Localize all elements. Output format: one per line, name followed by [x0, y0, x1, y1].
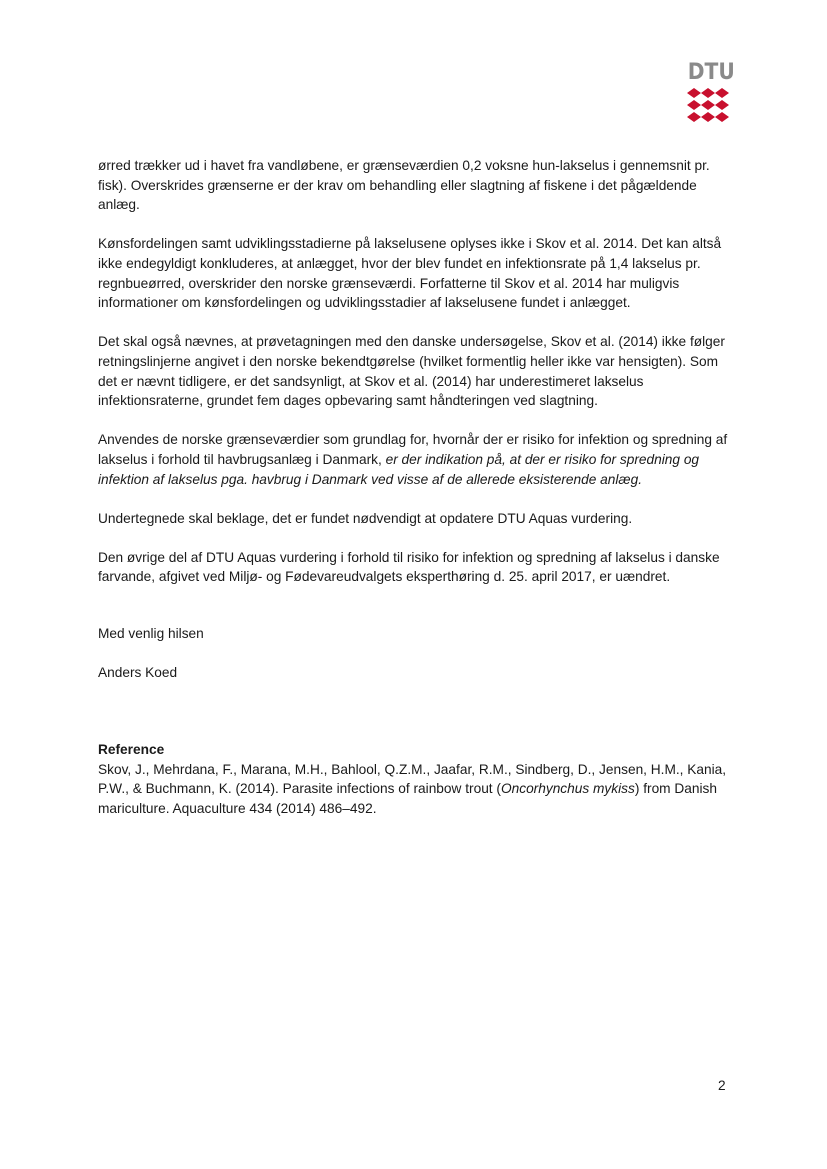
- paragraph-2: Kønsfordelingen samt udviklingsstadierne på lakselusene oplyses ikke i Skov et al. 2014. Det kan altså ikke endegyldigt konkluderes, at anlægget, hvor der blev fundet en infektionsrate på 1,4 lakselus pr. regnbueørred, overskrider den norske grænseværdi. Forfatterne til Skov et al. 2014 har muligvis informationer om kønsfordelingen og udviklingsstadier af lakselusene fundet i anlægget.: [98, 236, 722, 311]
- letter-body: [98, 156, 738, 587]
- signatory-name: Anders Koed: [98, 665, 178, 681]
- dtu-logo-mark-icon: [686, 88, 730, 122]
- paragraph-6: Den øvrige del af DTU Aquas vurdering i forhold til risiko for infektion og spredning af lakselus i danske farvande, afgivet ved Miljø- og Fødevareudvalgets eksperthøring d. 25. april 2017, er uændret.: [98, 549, 720, 585]
- reference-text-before: Skov, J., Mehrdana, F., Marana, M.H., Bahlool, Q.Z.M., Jaafar, R.M., Sindberg, D., Jensen, H.M., Kania, P.W., & Buchmann, K. (2014). Parasite infections of rainbow trout (: [98, 761, 727, 797]
- reference-text-after: ) from Danish mariculture. Aquaculture 434 (2014) 486–492.: [98, 781, 717, 816]
- paragraph-1: ørred trækker ud i havet fra vandløbene, er grænseværdien 0,2 voksne hun-lakselus i gennemsnit pr. fisk). Overskrides grænserne er der krav om behandling eller slagtning af fiskene i det pågældende anlæg.: [98, 158, 710, 213]
- page-number: 2: [718, 1078, 726, 1093]
- reference-heading: Reference: [98, 742, 165, 757]
- greeting: Med venlig hilsen: [98, 626, 204, 641]
- paragraph-4: [98, 430, 738, 489]
- paragraph-3: Det skal også nævnes, at prøvetagningen med den danske undersøgelse, Skov et al. (2014) ikke følger retningslinjerne angivet i den norske bekendtgørelse (hvilket formentlig heller ikke var hensigten). Som det er nævnt tidligere, er det sandsynligt, at Skov et al. (2014) har underestimeret lakselus infektionsraterne, grundet fem dages opbevaring samt håndteringen ved slagtning.: [98, 334, 725, 409]
- dtu-logo-text: DTU: [687, 60, 735, 85]
- dtu-logo: [686, 60, 735, 122]
- paragraph-4-italic: er der indikation på, at der er risiko for spredning og infektion af lakselus pga. havbrug i Danmark ved visse af de allerede eksisterende anlæg.: [98, 451, 700, 487]
- paragraph-4-plain: Anvendes de norske grænseværdier som grundlag for, hvornår der er risiko for infektion og spredning af lakselus i forhold til havbrugsanlæg i Danmark,: [98, 432, 728, 467]
- signoff: [98, 624, 204, 702]
- reference-entry: [98, 760, 738, 819]
- reference-section: [98, 740, 738, 818]
- paragraph-5: Undertegnede skal beklage, det er fundet nødvendigt at opdatere DTU Aquas vurdering.: [98, 510, 633, 526]
- reference-species: Oncorhynchus mykiss: [500, 781, 635, 797]
